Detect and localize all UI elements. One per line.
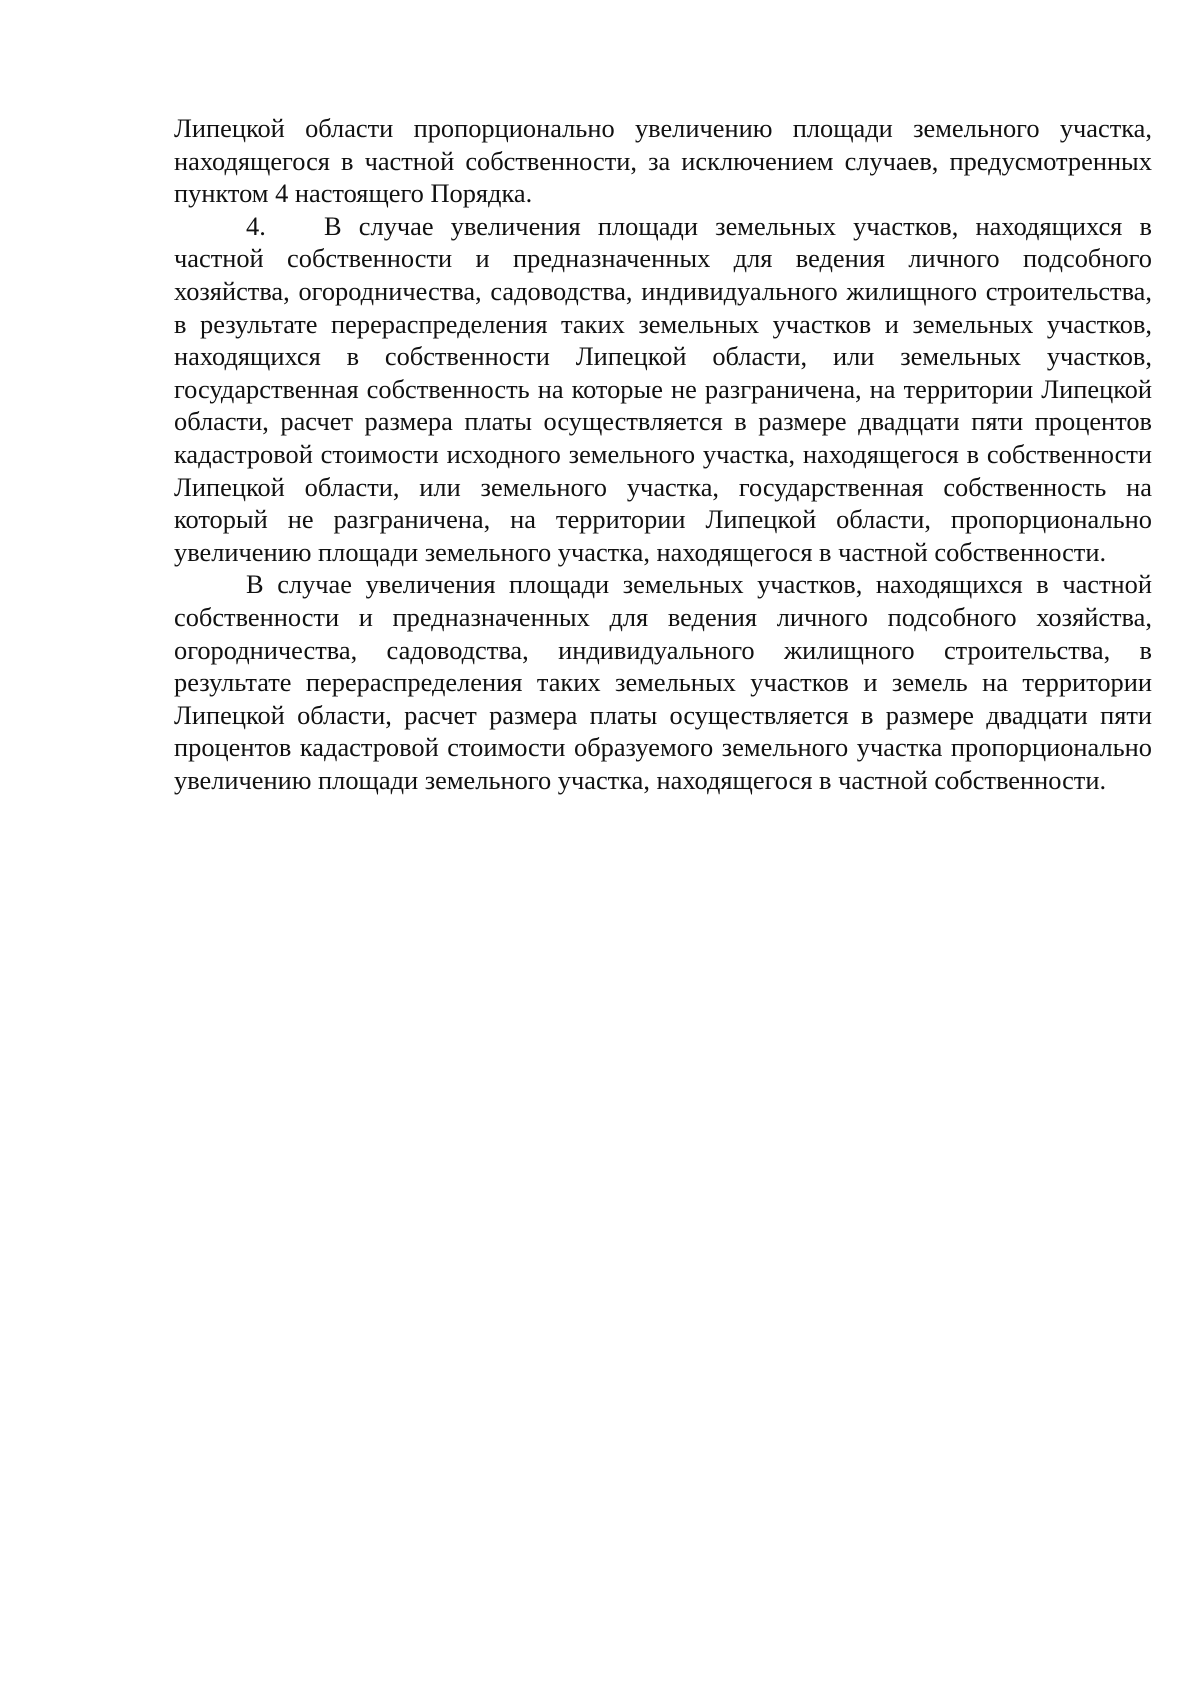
item-4-paragraph-text: В случае увеличения площади земельных участков, находящихся в частной собственности и предназначенных для ведения личного подсобного хозяйства, огородничества, садоводства, индивидуального жилищного строительства, в результате перераспределения таких земельных участков и земельных участков, находящихся в собственности Липецкой области, или земельных участков, государственная собственность на которые не разграничена, на территории Липецкой области, расчет размера платы осуществляется в размере двадцати пяти процентов кадастровой стоимости исходного земельного участка, находящегося в собственности Липецкой области, или земельного участка, государственная собственность на который не разграничена, на территории Липецкой области, пропорционально увеличению площади земельного участка, находящегося в частной собственности. [174, 210, 1152, 567]
item-4-second-paragraph-text: В случае увеличения площади земельных участков, находящихся в частной собственности и предназначенных для ведения личного подсобного хозяйства, огородничества, садоводства, индивидуального жилищного строительства, в результате перераспределения таких земельных участков и земель на территории Липецкой области, расчет размера платы осуществляется в размере двадцати пяти процентов кадастровой стоимости образуемого земельного участка пропорционально увеличению площади земельного участка, находящегося в частной собственности. [174, 569, 1152, 795]
document-body [174, 112, 1152, 796]
item-4-number: 4. [246, 210, 266, 241]
item-4-second-paragraph [174, 568, 1152, 796]
continuation-paragraph-text: Липецкой области пропорционально увеличению площади земельного участка, находящегося в частной собственности, за исключением случаев, предусмотренных пунктом 4 настоящего Порядка. [174, 113, 1152, 209]
item-4-paragraph [174, 210, 1152, 569]
continuation-paragraph [174, 112, 1152, 210]
